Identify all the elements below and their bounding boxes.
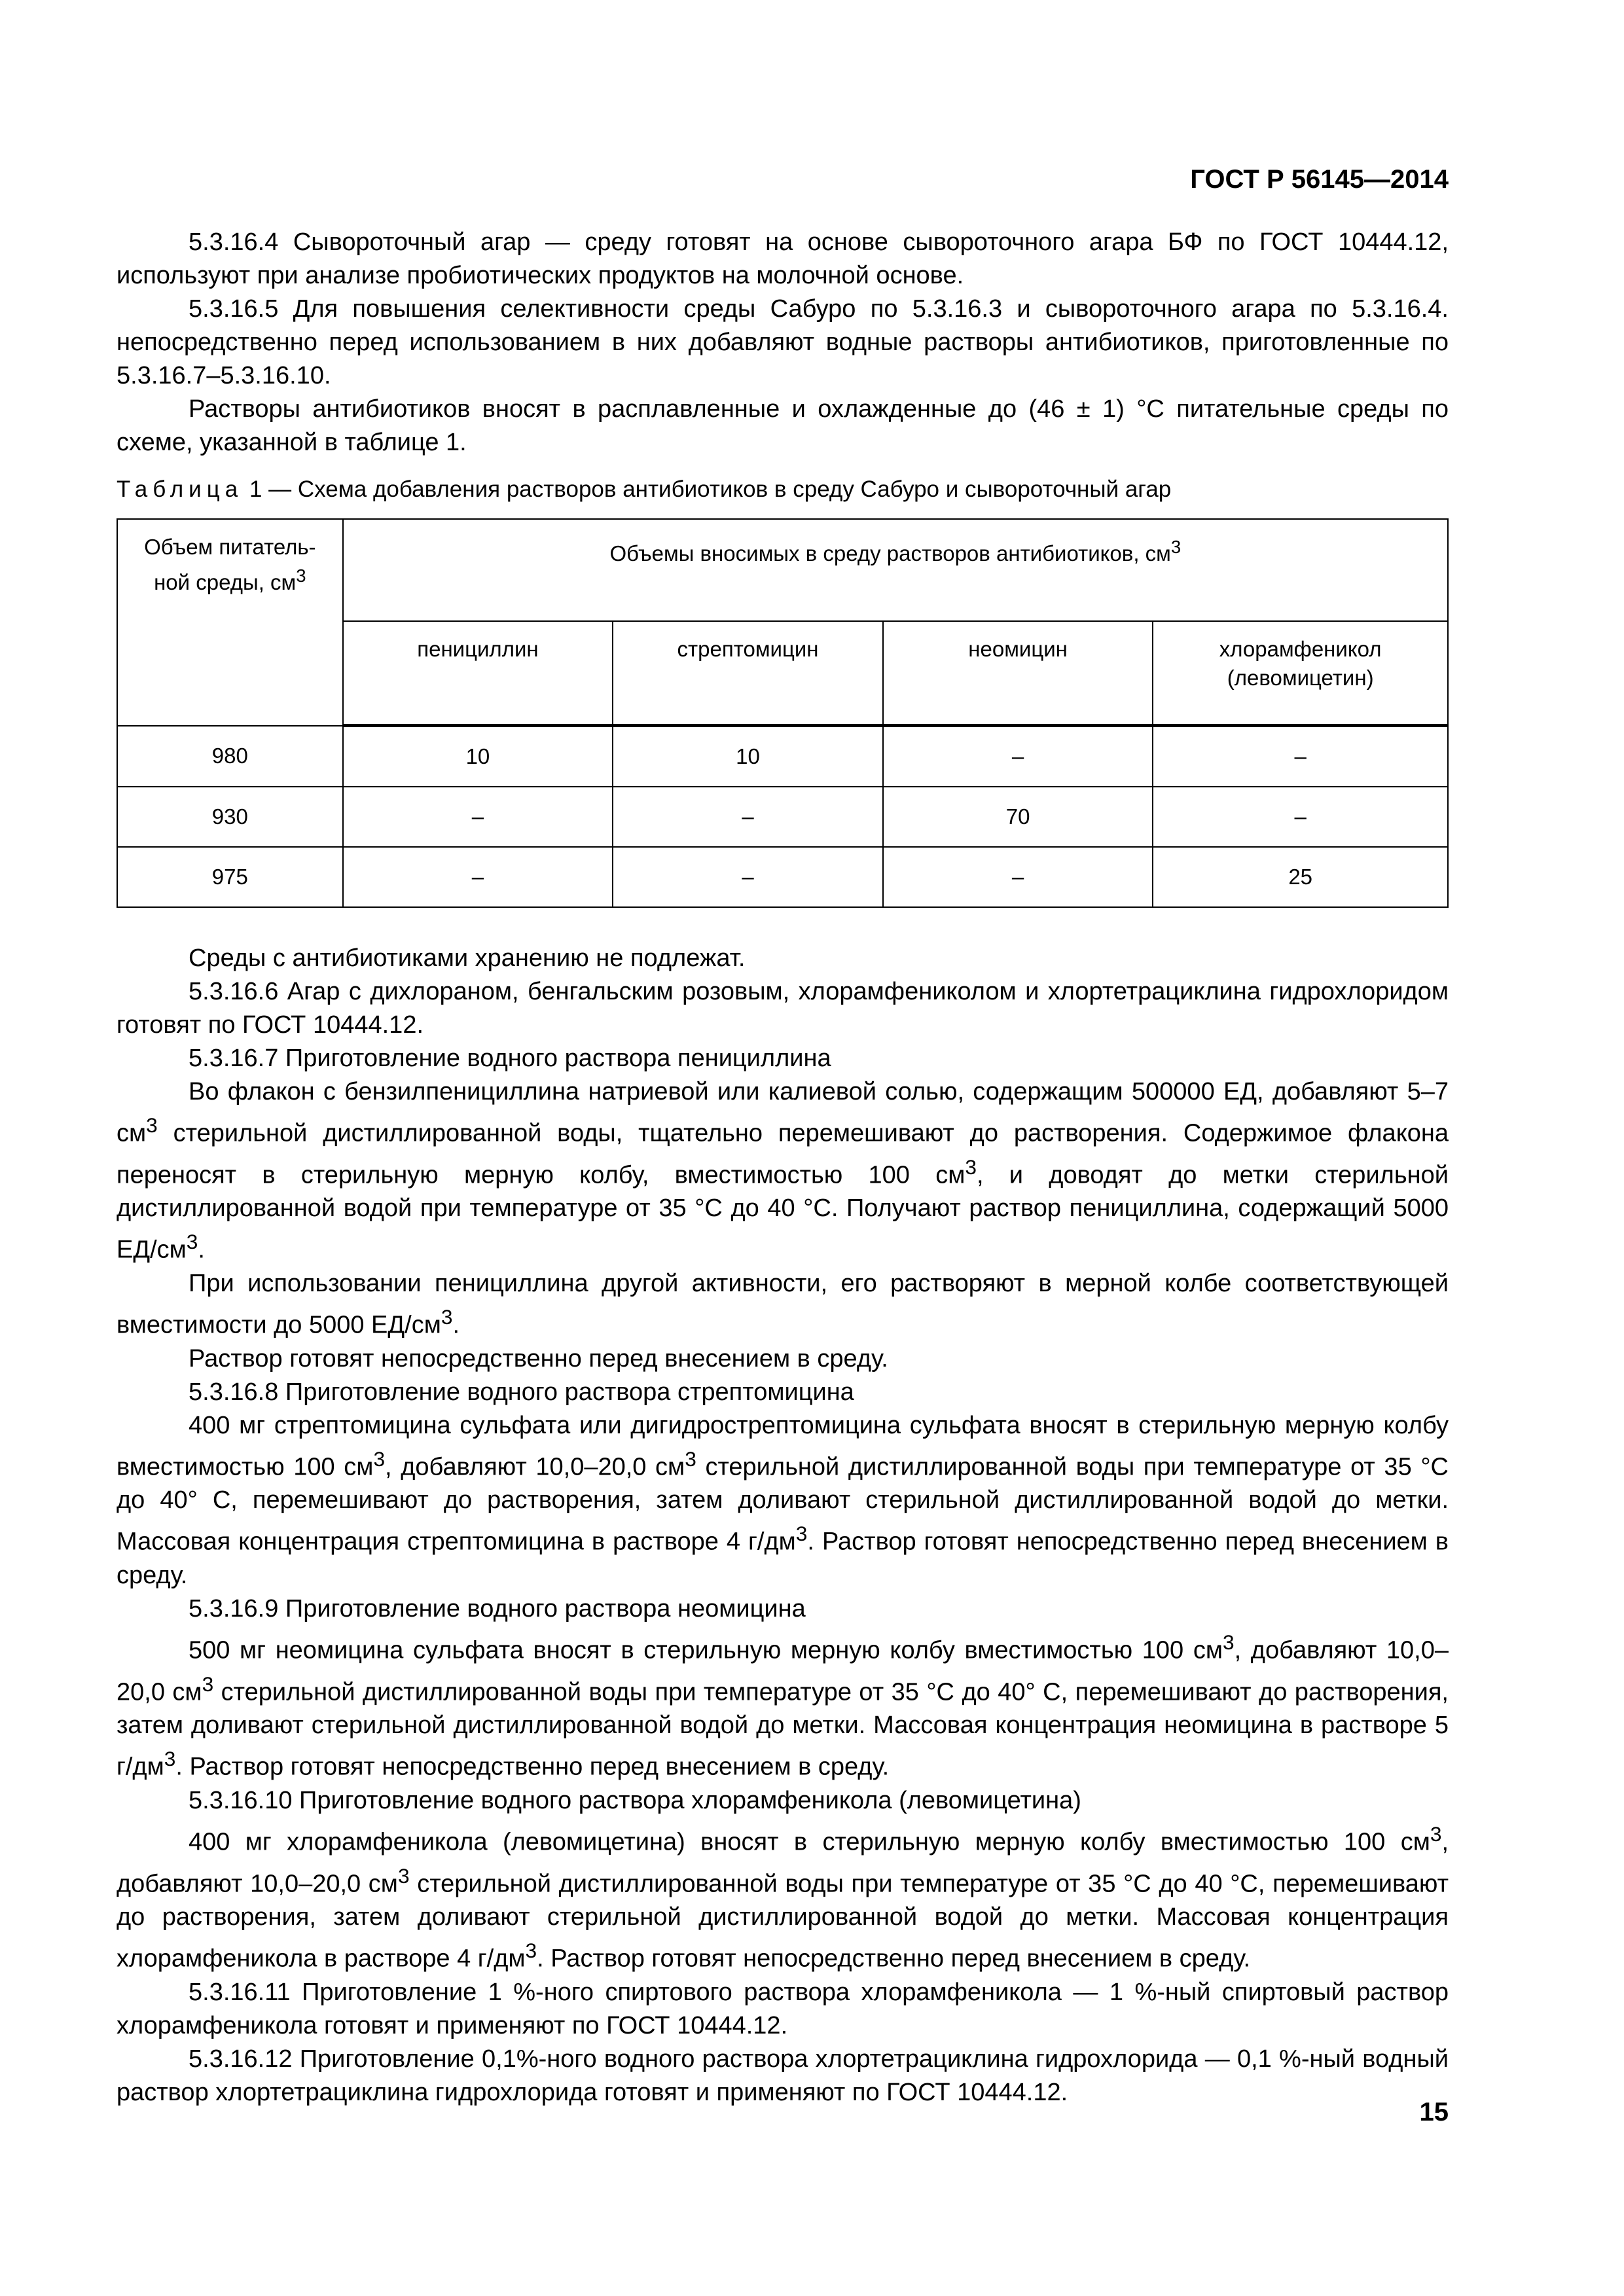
paragraph [117, 1075, 1449, 1267]
paragraph [117, 1409, 1449, 1592]
superscript: 3 [202, 1672, 214, 1696]
superscript: 3 [186, 1230, 198, 1254]
superscript: 3 [296, 565, 306, 586]
text-run: При использовании пенициллина другой активности, его растворяют в мерной колбе соответствующей вместимости до 5000 ЕД/см [117, 1269, 1449, 1339]
text-run: . [452, 1311, 460, 1339]
superscript: 3 [164, 1747, 176, 1771]
table-caption [117, 474, 1449, 505]
text-run: 400 мг стрептомицина сульфата или дигидрострептомицина сульфата вносят в стерильную мерную колбу вместимостью 100 см [117, 1411, 1449, 1481]
superscript: 3 [373, 1446, 386, 1471]
superscript: 3 [1222, 1630, 1235, 1654]
section-heading: 5.3.16.9 Приготовление водного раствора неомицина [189, 1594, 806, 1623]
table-row [117, 847, 1448, 907]
table-cell: 10 [613, 726, 883, 787]
table-row [117, 726, 1448, 787]
paragraph: 5.3.16.6 Агар с дихлораном, бенгальским розовым, хлорамфениколом и хлортетрациклина гидрохлоридом готовят по ГОСТ 10444.12. [117, 978, 1449, 1039]
page-number: 15 [1419, 2098, 1449, 2126]
superscript: 3 [965, 1155, 977, 1179]
superscript: 3 [685, 1446, 696, 1471]
paragraph: 5.3.16.5 Для повышения селективности среды Сабуро по 5.3.16.3 и сывороточного агара по 5.3.16.4. непосредственно перед использованием в них добавляют водные растворы антибиотиков, приготовленные по 5.3.16.7–5.3.16.10. [117, 295, 1449, 389]
section-heading: 5.3.16.10 Приготовление водного раствора хлорамфеникола (левомицетина) [189, 1786, 1081, 1814]
table-row [117, 787, 1448, 847]
text-run: , добавляют 10,0–20,0 см [117, 1636, 1449, 1706]
column-group-header [343, 519, 1448, 621]
table-caption-text: 1 — Схема добавления растворов антибиотиков в среду Сабуро и сывороточный агар [249, 476, 1172, 502]
table-cell: 975 [117, 847, 343, 907]
superscript: 3 [1430, 1821, 1442, 1846]
paragraph: Растворы антибиотиков вносят в расплавленные и охлажденные до (46 ± 1) °С питательные среды по схеме, указанной в таблице 1. [117, 395, 1449, 456]
header-text: Объемы вносимых в среду растворов антибиотиков, см [609, 541, 1171, 565]
table-cell: – [1153, 726, 1448, 787]
table-cell: 980 [117, 726, 343, 787]
paragraph [117, 1626, 1449, 1784]
text-run: . Раствор готовят непосредственно перед внесением в среду. [117, 1528, 1449, 1589]
table-cell: – [343, 847, 613, 907]
table-cell: 930 [117, 787, 343, 847]
table-cell: – [613, 847, 883, 907]
column-header-medium-volume [117, 519, 343, 726]
paragraph [117, 1818, 1449, 1976]
paragraph: 5.3.16.12 Приготовление 0,1%-ного водного раствора хлортетрациклина гидрохлорида — 0,1 %-ный водный раствор хлортетрациклина гидрохлорида готовят и применяют по ГОСТ 10444.12. [117, 2045, 1449, 2106]
text-run: Во флакон с бензилпенициллина натриевой или калиевой солью, содержащим 500000 ЕД, добавляют 5–7 см [117, 1078, 1449, 1147]
section-heading: 5.3.16.8 Приготовление водного раствора стрептомицина [189, 1378, 854, 1406]
table-cell: – [343, 787, 613, 847]
paragraph [117, 1267, 1449, 1342]
table-cell: – [883, 726, 1153, 787]
superscript: 3 [795, 1522, 808, 1546]
table-cell: – [883, 847, 1153, 907]
section-heading: 5.3.16.7 Приготовление водного раствора пенициллина [189, 1045, 831, 1072]
antibiotics-table [117, 518, 1449, 908]
document-content [117, 226, 1449, 2109]
text-run: стерильной дистиллированной воды при температуре от 35 °С до 40° С, перемешивают до растворения, затем доливают стерильной дистиллированной водой до метки. Массовая концентрация стрептомицина в растворе 4 г/дм [117, 1453, 1449, 1556]
text-run: стерильной дистиллированной воды при температуре от 35 °С до 40 °С, перемешивают до растворения, затем доливают стерильной дистиллированной водой до метки. Массовая концентрация хлорамфеникола в растворе 4 г/дм [117, 1870, 1449, 1973]
text-run: , и доводят до метки стерильной дистиллированной водой при температуре от 35 °С до 40 °С. Получают раствор пенициллина, содержащий 5000 ЕД/см [117, 1161, 1449, 1264]
superscript: 3 [525, 1939, 537, 1963]
text-run: . Раствор готовят непосредственно перед внесением в среду. [537, 1945, 1251, 1973]
text-run: , добавляют 10,0–20,0 см [385, 1453, 685, 1481]
table-cell: 25 [1153, 847, 1448, 907]
text-run: , добавляют 10,0–20,0 см [117, 1828, 1449, 1898]
text-run: стерильной дистиллированной воды, тщательно перемешивают до растворения. Содержимое флакона переносят в стерильную мерную колбу, вместимостью 100 см [117, 1119, 1449, 1189]
document-id-header: ГОСТ Р 56145—2014 [1190, 165, 1449, 194]
table-cell: – [613, 787, 883, 847]
text-run: . [198, 1236, 205, 1264]
column-header-penicillin: пенициллин [343, 621, 613, 726]
table-cell: 10 [343, 726, 613, 787]
column-header-chloramphenicol: хлорамфеникол (левомицетин) [1153, 621, 1448, 726]
header-text: Объем питатель-ной среды, см [144, 535, 316, 594]
paragraph: Среды с антибиотиками хранению не подлежат. [189, 944, 746, 972]
table-cell: 70 [883, 787, 1153, 847]
text-run: стерильной дистиллированной воды при температуре от 35 °С до 40° С, перемешивают до растворения, затем доливают стерильной дистиллированной водой до метки. Массовая концентрация неомицина в растворе 5 г/дм [117, 1678, 1449, 1781]
superscript: 3 [146, 1113, 158, 1137]
table-cell: – [1153, 787, 1448, 847]
superscript: 3 [397, 1863, 410, 1888]
paragraph: 5.3.16.11 Приготовление 1 %-ного спиртового раствора хлорамфеникола — 1 %-ный спиртовый раствор хлорамфеникола готовят и применяют по ГОСТ 10444.12. [117, 1978, 1449, 2039]
superscript: 3 [441, 1304, 453, 1329]
column-header-neomycin: неомицин [883, 621, 1153, 726]
text-run: 400 мг хлорамфеникола (левомицетина) вносят в стерильную мерную колбу вместимостью 100 см [189, 1828, 1430, 1856]
superscript: 3 [1170, 537, 1182, 557]
table-caption-label: Таблица [117, 476, 244, 502]
paragraph: Раствор готовят непосредственно перед внесением в среду. [189, 1344, 888, 1372]
column-header-streptomycin: стрептомицин [613, 621, 883, 726]
text-run: . Раствор готовят непосредственно перед внесением в среду. [175, 1753, 890, 1781]
paragraph: 5.3.16.4 Сывороточный агар — среду готовят на основе сывороточного агара БФ по ГОСТ 10444.12, используют при анализе пробиотических продуктов на молочной основе. [117, 228, 1449, 289]
text-run: 500 мг неомицина сульфата вносят в стерильную мерную колбу вместимостью 100 см [189, 1636, 1223, 1664]
